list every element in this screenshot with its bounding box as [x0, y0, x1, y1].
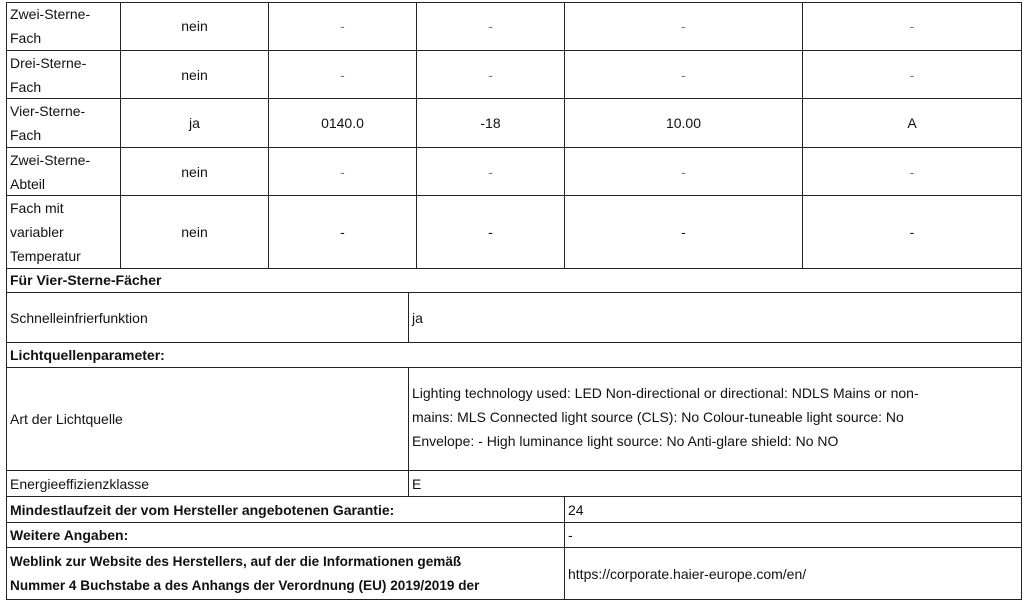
fast-freeze-label: Schnelleinfrierfunktion [10, 309, 148, 326]
compartment-volume: - [340, 66, 345, 83]
compartment-energy: 10.00 [665, 115, 702, 131]
compartment-class: - [909, 66, 915, 83]
fast-freeze-value: ja [412, 309, 423, 326]
grid-line [1021, 2, 1022, 600]
compartment-class: - [909, 163, 915, 180]
energy-class-label: Energieeffizienzklasse [10, 475, 150, 492]
compartment-volume: - [340, 224, 345, 240]
compartment-volume: - [340, 18, 345, 34]
compartment-volume: - [340, 163, 345, 180]
compartment-present: nein [181, 224, 208, 240]
warranty-label: Mindestlaufzeit der vom Hersteller angebotenen Garantie: [10, 501, 395, 518]
compartment-class: - [909, 18, 915, 34]
compartment-present: nein [181, 18, 208, 34]
warranty-value: 24 [568, 501, 584, 518]
compartment-present: nein [181, 66, 208, 83]
compartment-label: Zwei-Sterne- Abteil [10, 152, 91, 192]
product-info-table [6, 0, 1022, 602]
compartment-temp: - [488, 66, 493, 83]
compartment-temp: - [488, 224, 493, 240]
weblink-value[interactable]: https://corporate.haier-europe.com/en/ [568, 565, 807, 582]
compartment-temp: - [488, 18, 493, 34]
weblink-label: Weblink zur Website des Herstellers, auf der die Informationen gemäß Nummer 4 Buchstabe a des Anhangs der Verordnung (EU) 2019/2019 der [10, 554, 480, 593]
compartment-label: Drei-Sterne- Fach [10, 55, 87, 95]
energy-class-value: E [412, 475, 422, 492]
compartment-energy: - [681, 224, 686, 240]
further-info-label: Weitere Angaben: [10, 527, 129, 543]
compartment-label: Fach mit variabler Temperatur [10, 200, 81, 264]
compartment-label: Vier-Sterne- Fach [10, 103, 86, 143]
compartment-label: Zwei-Sterne- Fach [10, 6, 91, 46]
light-source-type-value: Lighting technology used: LED Non-directional or directional: NDLS Mains or non- mains: MLS Connected light source (CLS): No Colour-tuneable light source: No Envelope: - High luminance light source: No Anti-glare shield: No NO [412, 385, 919, 449]
compartment-energy: - [681, 18, 686, 34]
compartment-class: A [907, 115, 917, 131]
compartment-temp: -18 [480, 115, 501, 131]
compartment-volume: 0140.0 [321, 115, 364, 131]
compartment-energy: - [681, 163, 686, 180]
four-star-heading: Für Vier-Sterne-Fächer [10, 272, 162, 288]
compartment-temp: - [488, 163, 493, 180]
compartment-class: - [909, 224, 915, 240]
compartment-present: ja [189, 115, 200, 131]
light-source-heading: Lichtquellenparameter: [10, 346, 165, 363]
compartment-energy: - [681, 66, 686, 83]
further-info-value: - [568, 527, 573, 543]
grid-line [6, 599, 1022, 600]
compartment-present: nein [181, 163, 208, 180]
light-source-type-label: Art der Lichtquelle [10, 411, 123, 427]
